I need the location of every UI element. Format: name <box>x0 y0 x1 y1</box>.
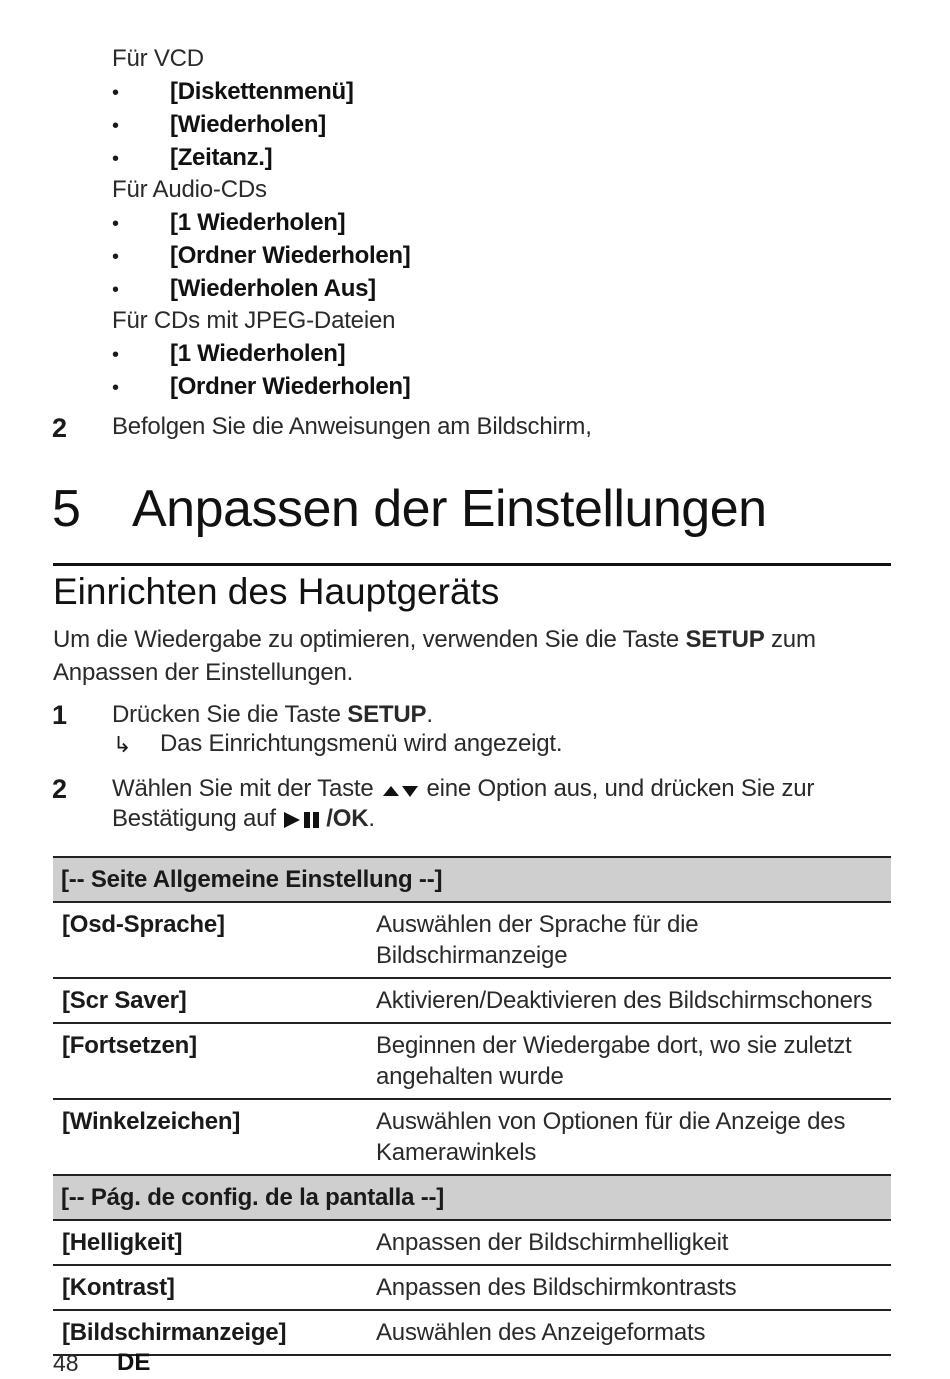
bullet: • <box>112 344 119 366</box>
result-arrow-icon: ↳ <box>113 732 132 757</box>
step-2-line2-post: . <box>368 805 375 832</box>
setting-key: [Fortsetzen] <box>53 1023 358 1099</box>
step-1-pre: Drücken Sie die Taste <box>112 701 348 728</box>
setting-description: Aktivieren/Deaktivieren des Bildschirmschoners <box>358 978 891 1023</box>
step-2-line2-pre: Bestätigung auf <box>112 805 283 832</box>
bullet: • <box>112 246 119 268</box>
jpeg-heading: Für CDs mit JPEG-Dateien <box>112 307 396 334</box>
setting-description: Auswählen des Anzeigeformats <box>358 1310 891 1355</box>
table-row <box>53 1265 891 1310</box>
chapter-title: Anpassen der Einstellungen <box>132 480 767 538</box>
bullet: • <box>112 115 119 137</box>
step-text: Befolgen Sie die Anweisungen am Bildschirm, <box>112 413 592 440</box>
list-item: [1 Wiederholen] <box>170 340 346 367</box>
up-down-arrow-icon <box>380 779 420 801</box>
step-2-post: eine Option aus, und drücken Sie zur <box>420 775 815 802</box>
setting-key: [Osd-Sprache] <box>53 902 358 978</box>
table-row <box>53 902 891 978</box>
table-row <box>53 1099 891 1175</box>
table-row <box>53 1220 891 1265</box>
intro-text: Um die Wiedergabe zu optimieren, verwenden Sie die Taste <box>53 626 686 653</box>
setting-description: Auswählen der Sprache für die Bildschirmanzeige <box>358 902 891 978</box>
intro-line-1 <box>53 625 816 655</box>
table-group-header <box>53 857 891 902</box>
bullet: • <box>112 279 119 301</box>
setting-description: Anpassen der Bildschirmhelligkeit <box>358 1220 891 1265</box>
language-code: DE <box>117 1349 151 1376</box>
bullet: • <box>112 213 119 235</box>
settings-table <box>53 856 891 1356</box>
intro-line-2: Anpassen der Einstellungen. <box>53 659 354 686</box>
step-number: 2 <box>52 413 67 443</box>
setting-description: Anpassen des Bildschirmkontrasts <box>358 1265 891 1310</box>
setting-key: [Winkelzeichen] <box>53 1099 358 1175</box>
setting-key: [Bildschirmanzeige] <box>53 1310 358 1355</box>
group-header-cell: [-- Pág. de config. de la pantalla --] <box>53 1175 891 1220</box>
step-2-line-2 <box>112 804 375 834</box>
setting-description: Auswählen von Optionen für die Anzeige des Kamerawinkels <box>358 1099 891 1175</box>
step-1-text <box>112 700 433 730</box>
list-item: [Diskettenmenü] <box>170 78 354 105</box>
group-header-cell: [-- Seite Allgemeine Einstellung --] <box>53 857 891 902</box>
step-number: 2 <box>52 774 67 804</box>
bullet: • <box>112 82 119 104</box>
step-1-result: Das Einrichtungsmenü wird angezeigt. <box>160 730 563 757</box>
setup-key: SETUP <box>347 701 427 728</box>
bullet: • <box>112 377 119 399</box>
ok-key: /OK <box>326 805 369 832</box>
step-number: 1 <box>52 700 67 730</box>
vcd-heading: Für VCD <box>112 45 204 72</box>
list-item: [Wiederholen Aus] <box>170 275 376 302</box>
step-2-line-1 <box>112 774 814 804</box>
list-item: [Ordner Wiederholen] <box>170 373 411 400</box>
step-2-pre: Wählen Sie mit der Taste <box>112 775 381 802</box>
intro-text-end: zum <box>764 626 816 653</box>
table-row <box>53 1023 891 1099</box>
list-item: [1 Wiederholen] <box>170 209 346 236</box>
play-pause-icon <box>282 809 326 831</box>
chapter-number: 5 <box>52 480 81 538</box>
table-row <box>53 1310 891 1355</box>
bullet: • <box>112 148 119 170</box>
table-group-header <box>53 1175 891 1220</box>
setting-description: Beginnen der Wiedergabe dort, wo sie zuletzt angehalten wurde <box>358 1023 891 1099</box>
setting-key: [Kontrast] <box>53 1265 358 1310</box>
step-1-post: . <box>426 701 433 728</box>
setting-key: [Helligkeit] <box>53 1220 358 1265</box>
list-item: [Ordner Wiederholen] <box>170 242 411 269</box>
table-row <box>53 978 891 1023</box>
list-item: [Zeitanz.] <box>170 144 273 171</box>
audio-heading: Für Audio-CDs <box>112 176 267 203</box>
setting-key: [Scr Saver] <box>53 978 358 1023</box>
section-title: Einrichten des Hauptgeräts <box>53 571 500 612</box>
setup-key: SETUP <box>685 626 765 653</box>
list-item: [Wiederholen] <box>170 111 326 138</box>
page-number: 48 <box>53 1350 79 1376</box>
chapter-rule <box>53 563 891 566</box>
